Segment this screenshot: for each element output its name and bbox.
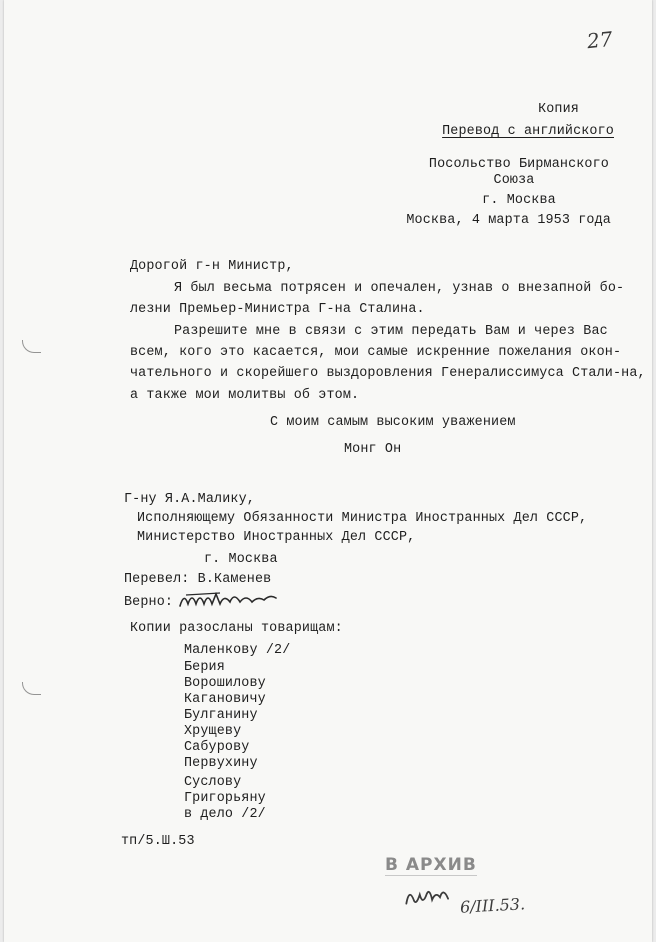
recipient: Ворошилову (184, 676, 266, 691)
embassy-line-1: Посольство Бирманского (428, 157, 609, 172)
hole-punch-mark (22, 682, 41, 695)
salutation: Дорогой г-н Министр, (130, 259, 294, 274)
translator-line: Перевел: В.Каменев (124, 572, 272, 587)
embassy-line-2: Союза (493, 173, 535, 188)
handwritten-signature (176, 586, 286, 612)
recipient: Булганину (184, 708, 258, 723)
addressee-name: Г-ну Я.А.Малику, (124, 492, 255, 507)
recipient: Суслову (184, 775, 242, 790)
translation-note: Перевод с английского (442, 124, 614, 139)
recipient: Кагановичу (184, 692, 266, 707)
verified-label: Верно: (124, 595, 174, 610)
copies-heading: Копии разосланы товарищам: (130, 621, 343, 636)
recipient: Хрущеву (184, 724, 242, 739)
paragraph-2-line-3: чательного и скорейшего выздоровления Генералиссимуса Стали-на, (130, 366, 646, 381)
closing: С моим самым высоким уважением (270, 415, 516, 430)
reference-code: тп/5.Ш.53 (121, 834, 195, 849)
letter-date: Москва, 4 марта 1953 года (406, 213, 611, 228)
paragraph-2-line-4: а также мои молитвы об этом. (130, 388, 360, 403)
recipient: Сабурову (184, 740, 250, 755)
archive-initials (403, 880, 455, 915)
recipient: Берия (184, 660, 225, 675)
paragraph-2-line-2: всем, кого это касается, мои самые искренние пожелания окон- (130, 345, 622, 360)
paragraph-1-line-2: лезни Премьер-Министра Г-на Сталина. (130, 302, 425, 317)
sender-signature: Монг Он (344, 442, 402, 457)
hole-punch-mark (22, 340, 41, 353)
paragraph-2-line-1: Разрешите мне в связи с этим передать Вам и через Вас (174, 324, 608, 339)
recipient: в дело /2/ (184, 807, 266, 822)
folio-number: 27 (585, 26, 614, 54)
addressee-title: Исполняющему Обязанности Министра Иностранных Дел СССР, (137, 511, 588, 526)
copy-label: Копия (538, 102, 579, 117)
embassy-city: г. Москва (482, 193, 556, 208)
addressee-city: г. Москва (204, 552, 278, 567)
recipient: Григорьяну (184, 791, 266, 806)
archive-date: 6/III.53. (459, 894, 526, 917)
recipient: Первухину (184, 756, 258, 771)
paragraph-1-line-1: Я был весьма потрясен и опечален, узнав о внезапной бо- (174, 281, 625, 296)
addressee-ministry: Министерство Иностранных Дел СССР, (137, 530, 416, 545)
recipient: Маленкову /2/ (184, 643, 291, 658)
document-page (4, 0, 652, 942)
archive-stamp: В АРХИВ (385, 855, 477, 875)
